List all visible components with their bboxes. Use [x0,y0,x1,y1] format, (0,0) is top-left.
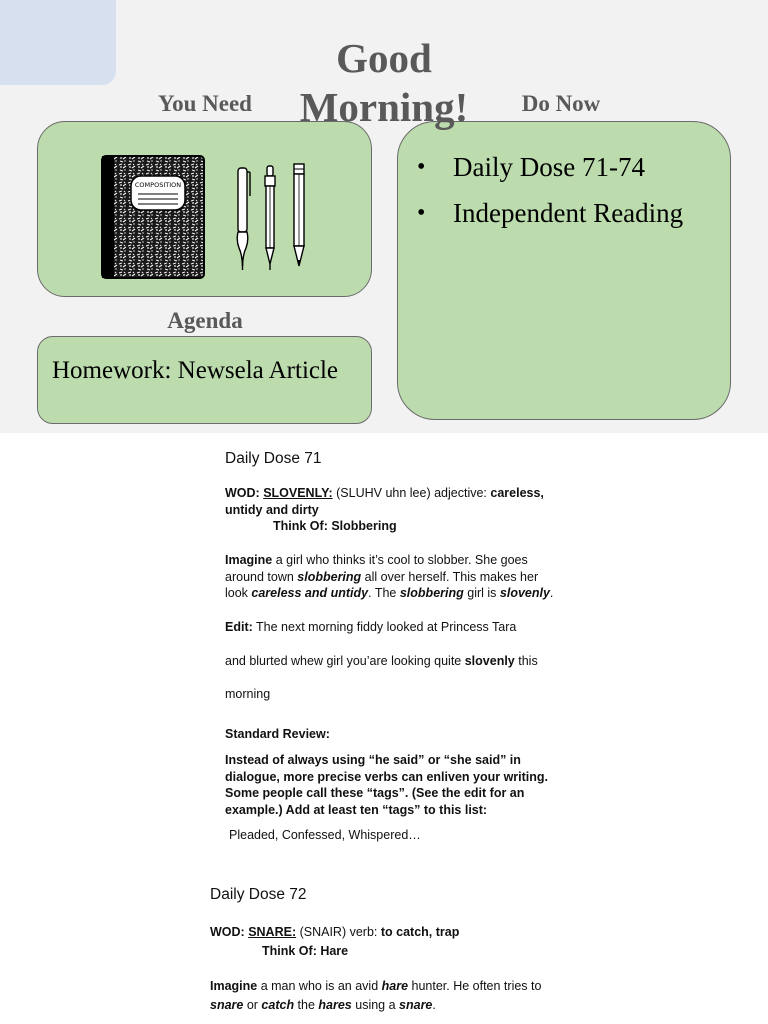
dose71-heading: Daily Dose 71 [225,450,322,467]
agenda-label: Agenda [167,308,243,333]
you-need-label: You Need [158,91,252,116]
dose72-imagine-line: Imagine a man who is an avid hare hunter. He often tries to [210,979,542,993]
dose72-heading: Daily Dose 72 [210,886,307,903]
daily-dose-document [0,433,768,1024]
dose71-standard-review-line: example.) Add at least ten “tags” to this list: [225,803,488,817]
do-now-list [417,150,713,242]
you-need-box [37,121,372,297]
dose71-tag-list: Pleaded, Confessed, Whispered… [229,828,421,842]
dose71-standard-review-line: Some people call these “tags”. (See the edit for an [225,786,525,800]
dose71-think-of: Think Of: Slobbering [273,519,397,533]
dose71-imagine-line: look careless and untidy. The slobbering girl is slovenly. [225,586,554,600]
do-now-item: • Daily Dose 71-74 [417,152,645,182]
composition-notebook-icon [100,154,206,280]
dose71-wod-definition: untidy and dirty [225,503,319,517]
dose71-standard-review-line: Instead of always using “he said” or “she said” in [225,753,521,767]
do-now-box [397,121,731,420]
dose71-wod: WOD: SLOVENLY: (SLUHV uhn lee) adjective: careless, [225,486,544,500]
dose71-imagine-line: Imagine a girl who thinks it’s cool to slobber. She goes [225,553,528,567]
homework-text: Homework: Newsela Article [52,357,339,384]
slide [0,0,768,433]
dose71-imagine-line: around town slobbering all over herself. This makes her [225,570,539,584]
dose71-standard-review-line: dialogue, more precise verbs can enliven your writing. [225,770,549,784]
dose72-think-of: Think Of: Hare [262,944,349,958]
do-now-item: • Independent Reading [417,198,684,228]
pencil-icon [290,162,308,272]
agenda-box [37,336,372,424]
do-now-label: Do Now [521,91,601,116]
dose71-edit-line: morning [225,687,271,701]
dose71-edit-line: Edit: The next morning fiddy looked at Princess Tara [225,620,517,634]
mechanical-pencil-icon [262,164,278,272]
dose71-standard-review-heading: Standard Review: [225,727,330,741]
pen-icon [234,166,252,272]
notebook-label: COMPOSITION [134,181,182,189]
dose72-wod: WOD: SNARE: (SNAIR) verb: to catch, trap [210,925,460,939]
dose72-imagine-line: snare or catch the hares using a snare. [210,998,436,1012]
dose71-edit-line: and blurted whew girl you’are looking quite slovenly this [225,654,538,668]
slide-title: Good Morning! [299,35,469,130]
corner-tab [0,0,116,85]
